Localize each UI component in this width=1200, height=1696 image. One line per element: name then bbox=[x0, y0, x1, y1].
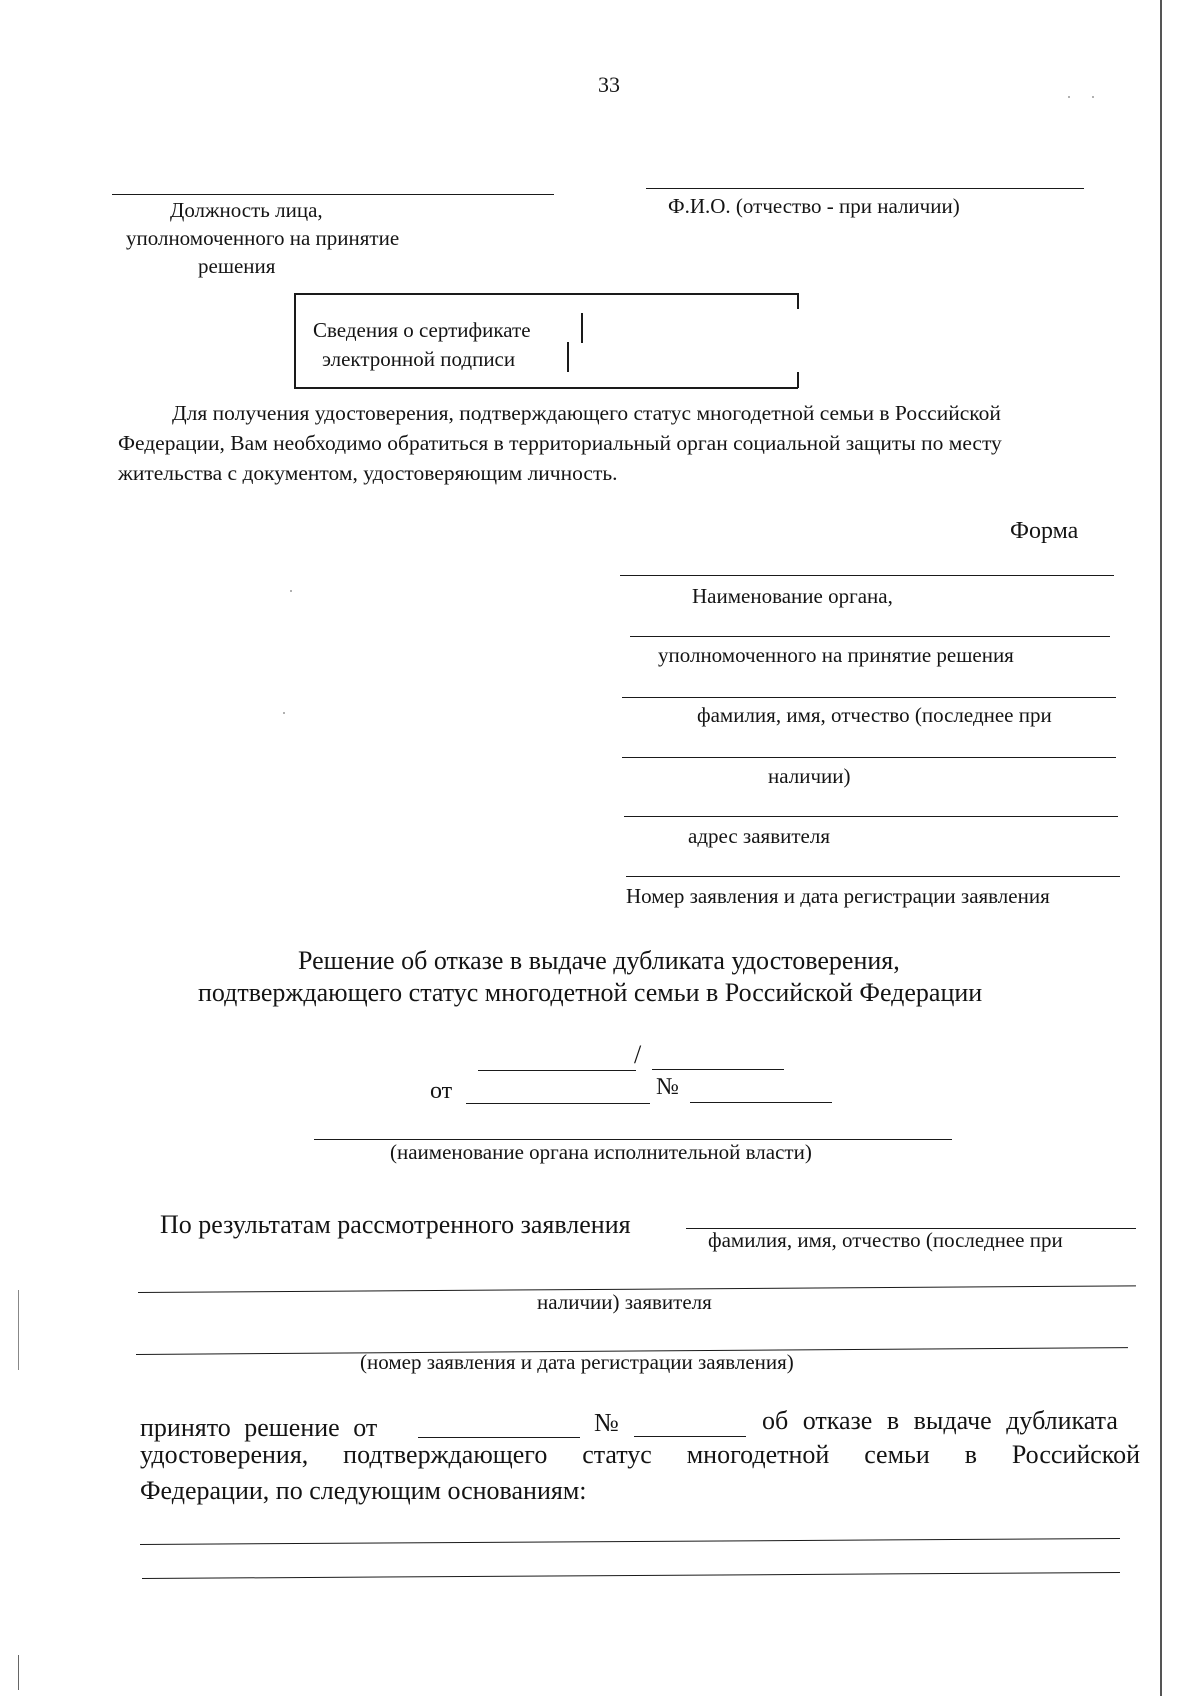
decision-line1-part1: принято решение от bbox=[140, 1413, 378, 1442]
addressee-organ-line1: Наименование органа, bbox=[692, 584, 893, 608]
reason-line-2 bbox=[142, 1572, 1120, 1579]
addressee-fio-line1: фамилия, имя, отчество (последнее при bbox=[697, 703, 1052, 727]
result-fio-line1: фамилия, имя, отчество (последнее при bbox=[708, 1228, 1063, 1252]
from-label: от bbox=[430, 1078, 453, 1104]
position-label-line2: уполномоченного на принятие bbox=[126, 226, 400, 250]
decision-line3: Федерации, по следующим основаниям: bbox=[140, 1476, 587, 1505]
certificate-stamp-line2: электронной подписи bbox=[322, 347, 516, 371]
scan-speck bbox=[1092, 96, 1094, 98]
result-lead: По результатам рассмотренного заявления bbox=[160, 1210, 631, 1239]
authority-label: (наименование органа исполнительной власти) bbox=[390, 1140, 812, 1164]
document-title-line2: подтверждающего статус многодетной семьи в Российской Федерации bbox=[198, 978, 983, 1007]
slash: / bbox=[634, 1040, 642, 1069]
name-signature-line bbox=[646, 188, 1084, 189]
instruction-line2: Федерации, Вам необходимо обратиться в территориальный орган социальной защиты по месту bbox=[118, 431, 1002, 455]
decision-line2: удостоверения, подтверждающего статус многодетной семьи в Российской bbox=[140, 1440, 1140, 1469]
position-label-line1: Должность лица, bbox=[170, 198, 323, 222]
addressee-address: адрес заявителя bbox=[688, 824, 830, 848]
result-application: (номер заявления и дата регистрации заявления) bbox=[360, 1350, 794, 1374]
decision-number-sign: № bbox=[594, 1408, 619, 1437]
position-label-line3: решения bbox=[198, 254, 276, 278]
scan-speck bbox=[1068, 96, 1070, 98]
instruction-line3: жительства с документом, удостоверяющим личность. bbox=[118, 461, 618, 485]
reason-line-1 bbox=[140, 1538, 1120, 1545]
scan-margin-mark bbox=[18, 1655, 19, 1690]
document-title-line1: Решение об отказе в выдаче дубликата удостоверения, bbox=[298, 946, 900, 975]
position-signature-line bbox=[112, 194, 554, 195]
form-label: Форма bbox=[1010, 518, 1079, 544]
scan-speck bbox=[283, 712, 285, 714]
scan-edge-right bbox=[1160, 0, 1162, 1696]
scan-margin-mark bbox=[18, 1290, 19, 1370]
instruction-line1: Для получения удостоверения, подтверждающего статус многодетной семьи в Российской bbox=[172, 401, 1001, 425]
addressee-application: Номер заявления и дата регистрации заявления bbox=[626, 884, 1050, 908]
number-sign: № bbox=[656, 1074, 679, 1100]
certificate-stamp-line1: Сведения о сертификате bbox=[313, 318, 531, 342]
scan-speck bbox=[290, 590, 292, 592]
name-label: Ф.И.О. (отчество - при наличии) bbox=[668, 194, 960, 218]
page-number: 33 bbox=[598, 72, 620, 97]
decision-line1-part3: об отказе в выдаче дубликата bbox=[762, 1406, 1118, 1435]
addressee-organ-line2: уполномоченного на принятие решения bbox=[658, 643, 1014, 667]
result-fio-line2: наличии) заявителя bbox=[537, 1290, 712, 1314]
addressee-fio-line2: наличии) bbox=[768, 764, 851, 788]
